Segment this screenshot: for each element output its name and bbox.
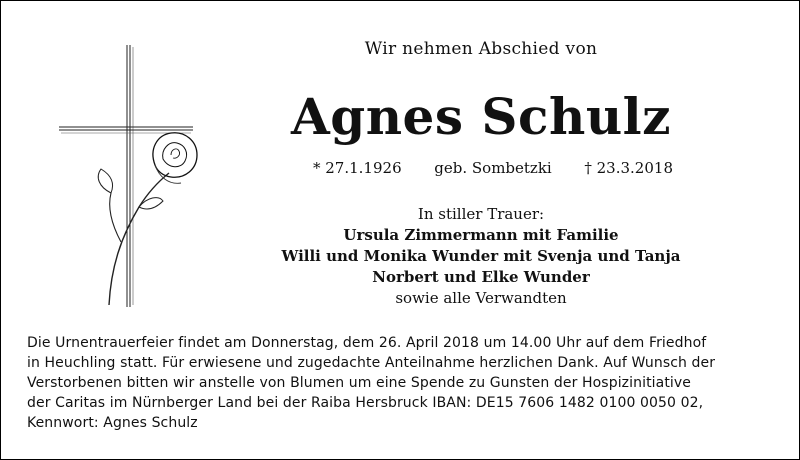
intro-text: Wir nehmen Abschied von — [364, 39, 598, 59]
deceased-name: Agnes Schulz — [290, 87, 672, 146]
birth-date: * 27.1.1926 — [313, 159, 402, 177]
footer-line: Verstorbenen bitten wir anstelle von Blumen um eine Spende zu Gunsten der Hospizinitiative — [27, 375, 692, 391]
cross-with-rose-icon — [51, 37, 211, 317]
life-dates — [313, 159, 673, 177]
mourner-line: Norbert und Elke Wunder — [372, 268, 590, 286]
mourners-block — [231, 204, 731, 309]
mourner-line: Ursula Zimmermann mit Familie — [343, 226, 619, 244]
ceremony-details — [27, 333, 775, 433]
footer-line: Die Urnentrauerfeier findet am Donnerstag, dem 26. April 2018 um 14.00 Uhr auf dem Friedhof — [27, 335, 707, 351]
footer-line: Kennwort: Agnes Schulz — [27, 415, 198, 431]
death-date: † 23.3.2018 — [584, 159, 673, 177]
maiden-name: geb. Sombetzki — [434, 159, 552, 177]
relatives-line: sowie alle Verwandten — [395, 289, 567, 307]
footer-line: der Caritas im Nürnberger Land bei der Raiba Hersbruck IBAN: DE15 7606 1482 0100 0050 02, — [27, 395, 704, 411]
mourner-line: Willi und Monika Wunder mit Svenja und Tanja — [281, 247, 681, 265]
footer-line: in Heuchling statt. Für erwiesene und zugedachte Anteilnahme herzlichen Dank. Auf Wunsch der — [27, 355, 716, 371]
mourning-lead: In stiller Trauer: — [417, 205, 545, 223]
